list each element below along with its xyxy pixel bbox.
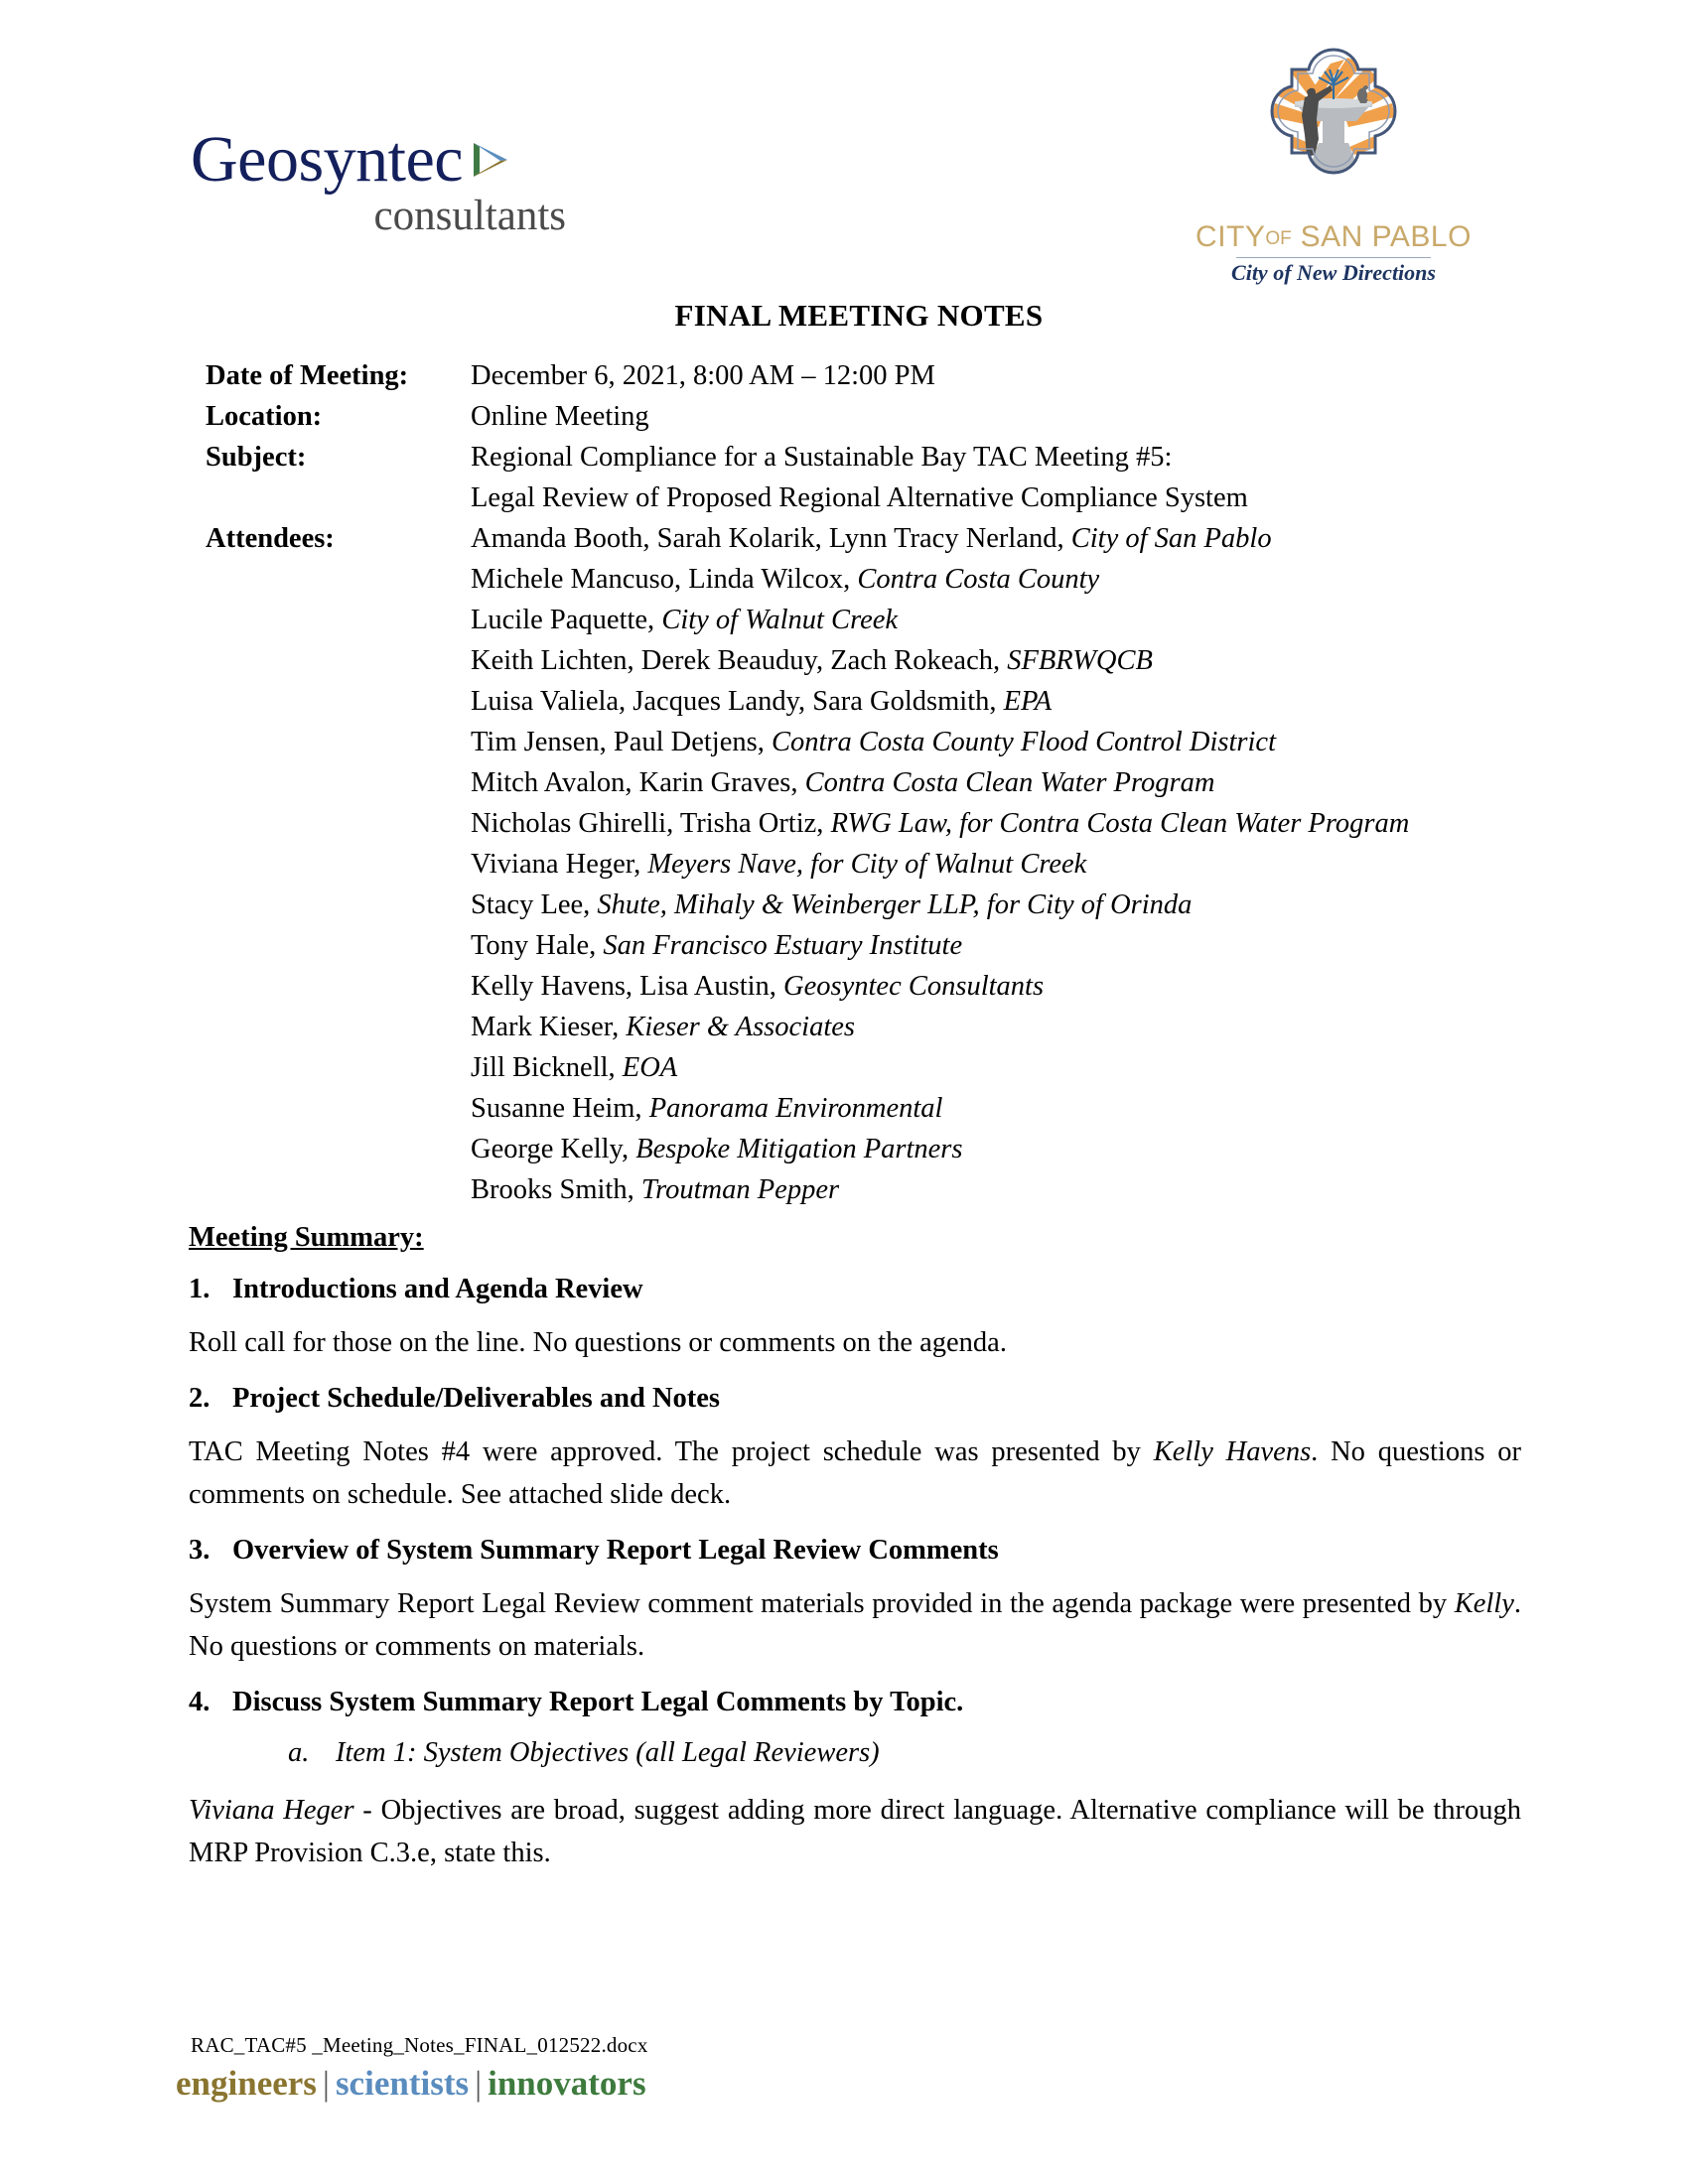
attendee-line (471, 681, 1519, 722)
attendee-names: Mitch Avalon, Karin Graves, (471, 767, 805, 798)
attendee-line (471, 1088, 1519, 1129)
agenda-item-2-emphasis: Kelly Havens (1153, 1436, 1312, 1468)
attendee-line (471, 885, 1519, 925)
san-pablo-logo (1185, 44, 1482, 285)
attendee-names: Luisa Valiela, Jacques Landy, Sara Goldsmith, (471, 686, 1004, 717)
agenda-item-4-text: - Objectives are broad, suggest adding more direct language. Alternative compliance will be through MRP Provision C.3.e, state this. (189, 1795, 1521, 1869)
agenda-item-3-heading: Overview of System Summary Report Legal Review Comments (232, 1535, 999, 1567)
footer-tagline-separator-2: | (475, 2063, 483, 2103)
attendee-line (471, 559, 1519, 600)
attendees-list (471, 518, 1519, 1210)
attendee-names: Jill Bicknell, (471, 1052, 623, 1083)
attendee-organization: RWG Law, for Contra Costa Clean Water Program (830, 808, 1410, 839)
footer-tagline-engineers: engineers (176, 2063, 317, 2103)
page-title: FINAL MEETING NOTES (674, 298, 1044, 333)
geosyntec-subtitle: consultants (373, 193, 566, 239)
agenda-item-4-heading: Discuss System Summary Report Legal Comments by Topic. (232, 1687, 964, 1718)
attendee-organization: SFBRWQCB (1007, 645, 1153, 676)
san-pablo-title-rest: SAN PABLO (1300, 220, 1472, 253)
attendee-names: Stacy Lee, (471, 889, 598, 920)
meta-value-subject-line2: Legal Review of Proposed Regional Alternative Compliance System (471, 482, 1248, 513)
attendee-names: Lucile Paquette, (471, 605, 662, 635)
agenda-item-1-number: 1. (189, 1274, 211, 1304)
footer-filename: RAC_TAC#5 _Meeting_Notes_FINAL_012522.docx (191, 2033, 648, 2058)
attendee-line (471, 966, 1519, 1007)
agenda-item-2-text-b: . No questions or comments on schedule. See attached slide deck. (189, 1436, 1521, 1511)
agenda-item-3-text-a: System Summary Report Legal Review comment materials provided in the agenda package were presented by (189, 1588, 1455, 1620)
agenda-item-2-paragraph (189, 1431, 1521, 1516)
attendee-line (471, 1169, 1519, 1210)
attendee-names: Tim Jensen, Paul Detjens, (471, 727, 772, 757)
attendee-organization: Contra Costa County (857, 564, 1100, 595)
geosyntec-logo (191, 123, 608, 239)
agenda-item-3-emphasis: Kelly (1454, 1588, 1514, 1620)
attendee-names: Kelly Havens, Lisa Austin, (471, 971, 784, 1002)
attendee-names: Nicholas Ghirelli, Trisha Ortiz, (471, 808, 831, 839)
geosyntec-name: Geosyntec (191, 123, 464, 196)
attendee-line (471, 640, 1519, 681)
san-pablo-fountain-emblem-icon (1185, 44, 1482, 219)
attendee-line (471, 722, 1519, 762)
agenda-item-3-number: 3. (189, 1535, 211, 1567)
footer-tagline-innovators: innovators (488, 2063, 646, 2103)
attendee-organization: EPA (1003, 686, 1053, 717)
attendee-names: Brooks Smith, (471, 1174, 641, 1205)
attendee-organization: EOA (622, 1052, 678, 1083)
meta-label-location: Location: (206, 401, 323, 432)
meta-value-date: December 6, 2021, 8:00 AM – 12:00 PM (471, 360, 935, 391)
attendee-organization: San Francisco Estuary Institute (603, 930, 963, 961)
meta-row-subject-cont (206, 478, 1519, 518)
meta-value-location: Online Meeting (471, 401, 649, 432)
agenda-item-2 (189, 1380, 1521, 1417)
attendee-organization: City of San Pablo (1070, 523, 1272, 554)
meta-label-attendees: Attendees: (206, 523, 335, 554)
attendee-names: Keith Lichten, Derek Beauduy, Zach Rokeach, (471, 645, 1008, 676)
agenda-subitem-a (189, 1734, 1521, 1771)
attendee-line (471, 1007, 1519, 1047)
attendee-names: Viviana Heger, (471, 849, 648, 880)
meeting-meta-block (0, 355, 1688, 1210)
attendee-organization: Bespoke Mitigation Partners (635, 1134, 963, 1164)
san-pablo-tagline: City of New Directions (1231, 259, 1436, 285)
attendee-names: George Kelly, (471, 1134, 636, 1164)
agenda-item-1 (189, 1271, 1521, 1307)
san-pablo-divider (1236, 257, 1431, 258)
attendee-organization: City of Walnut Creek (661, 605, 899, 635)
document-header (0, 0, 1688, 298)
meta-label-subject: Subject: (206, 442, 307, 473)
san-pablo-title-city: CITY (1196, 220, 1266, 253)
agenda-item-4-paragraph (189, 1789, 1521, 1874)
attendee-organization: Panorama Environmental (648, 1093, 943, 1124)
agenda-subitem-a-text: Item 1: System Objectives (all Legal Reviewers) (336, 1737, 880, 1769)
agenda-item-1-heading: Introductions and Agenda Review (232, 1274, 643, 1304)
footer-tagline (176, 2065, 1688, 2104)
meta-row-subject (206, 437, 1519, 478)
attendee-names: Michele Mancuso, Linda Wilcox, (471, 564, 858, 595)
footer-tagline-scientists: scientists (335, 2063, 470, 2103)
attendee-line (471, 803, 1519, 844)
attendee-organization: Contra Costa County Flood Control District (771, 727, 1276, 757)
attendee-line (471, 1129, 1519, 1169)
geosyntec-wordmark (191, 123, 608, 196)
attendee-organization: Meyers Nave, for City of Walnut Creek (647, 849, 1087, 880)
attendee-line (471, 762, 1519, 803)
attendee-names: Mark Kieser, (471, 1012, 627, 1042)
agenda-item-3-text-b: . No questions or comments on materials. (189, 1588, 1521, 1663)
attendee-line (471, 518, 1519, 559)
agenda-item-4-speaker: Viviana Heger (189, 1795, 354, 1827)
meta-row-attendees (206, 518, 1519, 1210)
attendee-organization: Shute, Mihaly & Weinberger LLP, for City of Orinda (597, 889, 1193, 920)
attendee-line (471, 1047, 1519, 1088)
agenda-item-3-paragraph (189, 1582, 1521, 1668)
attendee-organization: Geosyntec Consultants (783, 971, 1045, 1002)
agenda-item-4-number: 4. (189, 1687, 211, 1718)
meta-row-location (206, 396, 1519, 437)
meeting-summary-heading-wrap (189, 1222, 1521, 1271)
meeting-summary-body (0, 1222, 1688, 1874)
san-pablo-title (1185, 221, 1482, 253)
footer-tagline-separator-1: | (322, 2063, 330, 2103)
meta-row-date (206, 355, 1519, 396)
geosyntec-triangle-icon (468, 139, 513, 185)
agenda-item-3 (189, 1532, 1521, 1569)
meta-label-date: Date of Meeting: (206, 360, 409, 391)
meeting-summary-heading: Meeting Summary: (189, 1222, 424, 1253)
attendee-line (471, 925, 1519, 966)
attendee-organization: Troutman Pepper (640, 1174, 840, 1205)
agenda-item-2-number: 2. (189, 1383, 211, 1415)
attendee-line (471, 600, 1519, 640)
attendee-names: Susanne Heim, (471, 1093, 649, 1124)
attendee-names: Tony Hale, (471, 930, 604, 961)
agenda-item-2-text-a: TAC Meeting Notes #4 were approved. The project schedule was presented by (189, 1436, 1154, 1468)
attendee-line (471, 844, 1519, 885)
document-footer (0, 2033, 1688, 2103)
attendee-organization: Kieser & Associates (626, 1012, 855, 1042)
agenda-item-4 (189, 1684, 1521, 1720)
agenda-item-2-heading: Project Schedule/Deliverables and Notes (232, 1383, 721, 1415)
attendee-organization: Contra Costa Clean Water Program (804, 767, 1215, 798)
agenda-item-1-paragraph: Roll call for those on the line. No questions or comments on the agenda. (189, 1327, 1007, 1359)
san-pablo-title-of: OF (1265, 228, 1292, 249)
meta-value-subject: Regional Compliance for a Sustainable Bay TAC Meeting #5: (471, 442, 1173, 473)
attendee-names: Amanda Booth, Sarah Kolarik, Lynn Tracy Nerland, (471, 523, 1071, 554)
agenda-subitem-a-number: a. (288, 1737, 310, 1769)
